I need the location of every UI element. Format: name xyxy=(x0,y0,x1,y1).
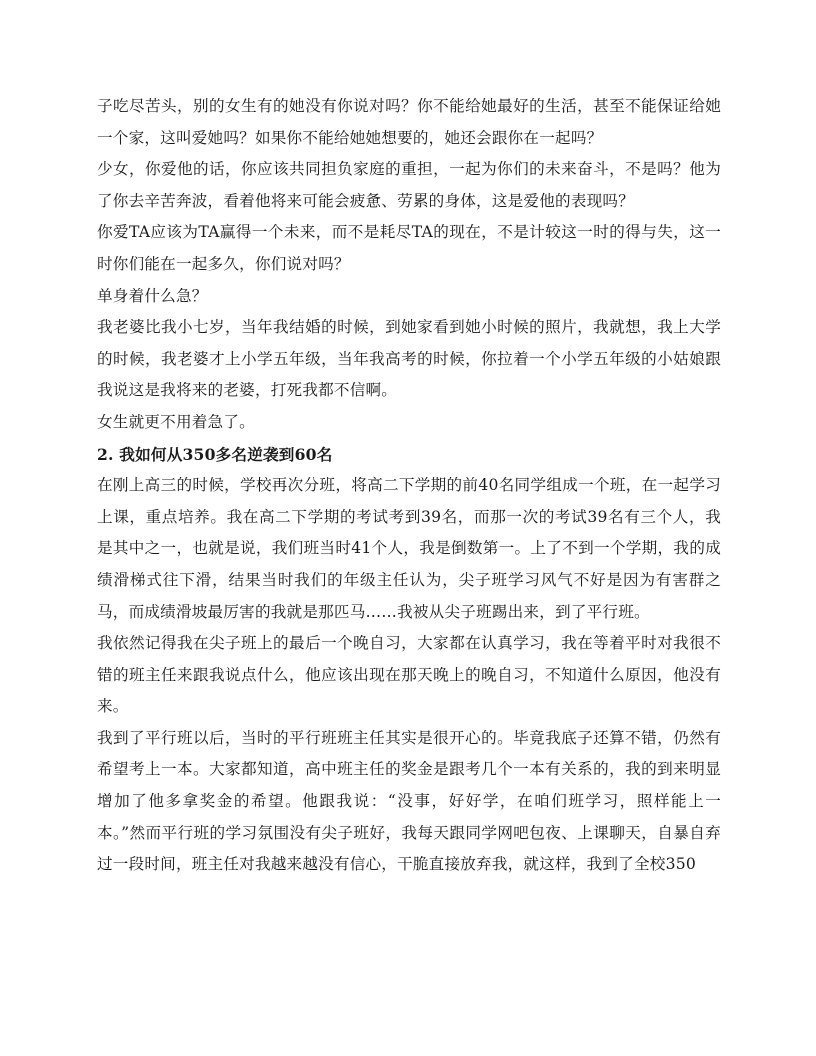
paragraph-7: 在刚上高三的时候，学校再次分班，将高二下学期的前40名同学组成一个班，在一起学习上课，重点培养。我在高二下学期的考试考到39名，而那一次的考试39名有三个人，我是其中之一，也就是说，我们班当时41个人，我是倒数第一。上了不到一个学期，我的成绩滑梯式往下滑，结果当时我们的年级主任认为，尖子班学习风气不好是因为有害群之马，而成绩滑坡最厉害的我就是那匹马……我被从尖子班踢出来，到了平行班。 xyxy=(97,476,721,621)
paragraph-5: 我老婆比我小七岁，当年我结婚的时候，到她家看到她小时候的照片，我就想，我上大学的时候，我老婆才上小学五年级，当年我高考的时候，你拉着一个小学五年级的小姑娘跟我说这是我将来的老婆，打死我都不信啊。 xyxy=(97,318,721,400)
paragraph-8: 我依然记得我在尖子班上的最后一个晚自习，大家都在认真学习，我在等着平时对我很不错的班主任来跟我说点什么，他应该出现在那天晚上的晚自习，不知道什么原因，他没有来。 xyxy=(97,634,721,716)
document-body xyxy=(97,91,721,881)
paragraph-4: 单身着什么急？ xyxy=(97,286,208,305)
paragraph-1: 子吃尽苦头，别的女生有的她没有你说对吗？你不能给她最好的生活，甚至不能保证给她一个家，这叫爱她吗？如果你不能给她她想要的，她还会跟你在一起吗？ xyxy=(97,97,721,147)
paragraph-2: 少女，你爱他的话，你应该共同担负家庭的重担，一起为你们的未来奋斗，不是吗？他为了你去辛苦奔波，看着他将来可能会疲惫、劳累的身体，这是爱他的表现吗？ xyxy=(97,160,721,210)
section-heading: 2. 我如何从350多名逆袭到60名 xyxy=(97,444,333,464)
paragraph-6: 女生就更不用着急了。 xyxy=(97,412,255,431)
paragraph-3: 你爱TA应该为TA赢得一个未来，而不是耗尽TA的现在，不是计较这一时的得与失，这一时你们能在一起多久，你们说对吗？ xyxy=(97,223,721,273)
paragraph-9: 我到了平行班以后，当时的平行班班主任其实是很开心的。毕竟我底子还算不错，仍然有希望考上一本。大家都知道，高中班主任的奖金是跟考几个一本有关系的，我的到来明显增加了他多拿奖金的希望。他跟我说：“没事，好好学，在咱们班学习，照样能上一本。”然而平行班的学习氛围没有尖子班好，我每天跟同学网吧包夜、上课聊天，自暴自弃过一段时间，班主任对我越来越没有信心，干脆直接放弃我，就这样，我到了全校350 xyxy=(97,728,721,874)
